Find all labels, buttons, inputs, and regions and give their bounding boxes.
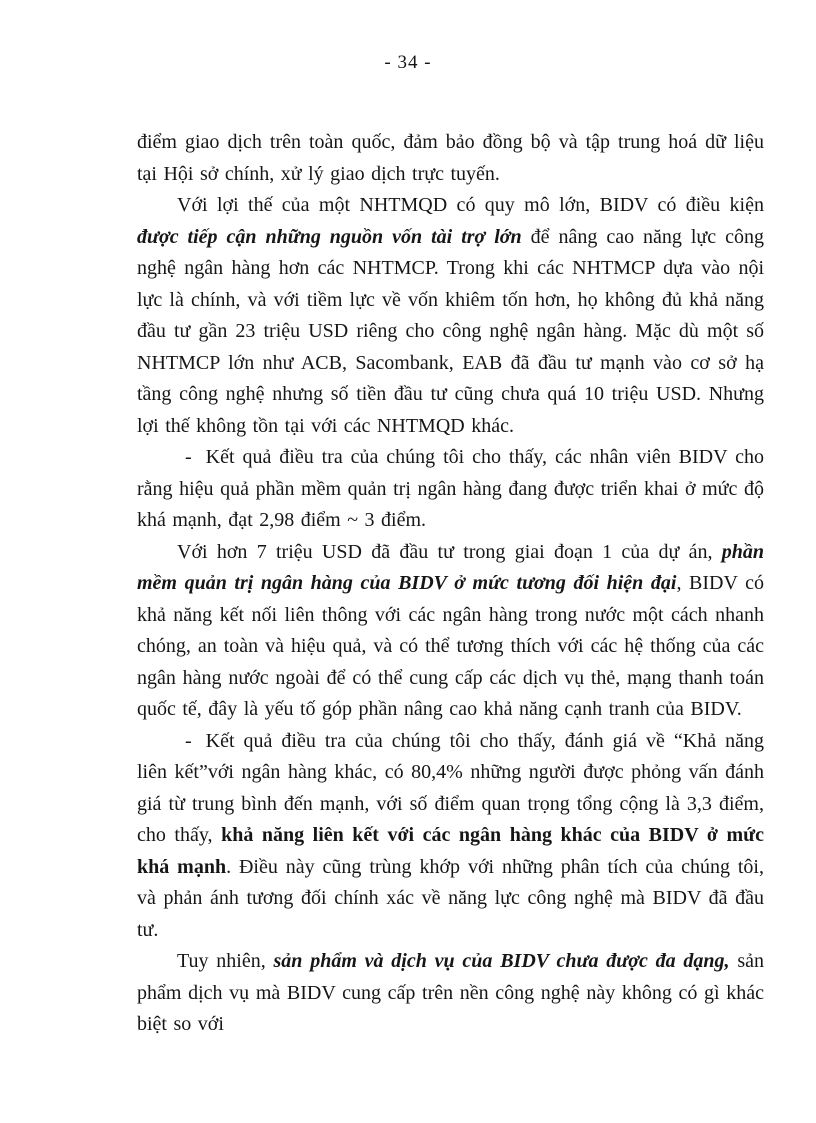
paragraph xyxy=(137,190,764,442)
text-run: sản phẩm và dịch vụ của BIDV chưa được đa dạng, xyxy=(273,950,730,972)
page-number: - 34 - xyxy=(384,52,432,73)
text-run: Kết quả điều tra của chúng tôi cho thấy, các nhân viên BIDV cho rằng hiệu quả phần mềm quản trị ngân hàng đang được triển khai ở mức độ khá mạnh, đạt 2,98 điểm ~ 3 điểm. xyxy=(137,446,764,531)
document-body xyxy=(137,127,764,1041)
text-run: điểm giao dịch trên toàn quốc, đảm bảo đồng bộ và tập trung hoá dữ liệu tại Hội sở chính, xử lý giao dịch trực tuyến. xyxy=(137,131,764,185)
paragraph xyxy=(137,127,764,190)
text-run: được tiếp cận những nguồn vốn tài trợ lớn xyxy=(137,225,522,248)
text-run: khả năng liên kết với các ngân hàng khác của BIDV ở mức khá mạnh xyxy=(137,824,764,878)
paragraph xyxy=(137,537,764,726)
list-dash-marker: - xyxy=(185,729,192,752)
text-run: . Điều này cũng trùng khớp với những phân tích của chúng tôi, và phản ánh tương đối chính xác về năng lực công nghệ mà BIDV đã đầu tư. xyxy=(137,855,764,941)
text-run: phần mềm quản trị ngân hàng của BIDV ở mức tương đối hiện đại xyxy=(137,540,764,594)
list-dash-marker: - xyxy=(185,446,192,468)
text-run: , BIDV có khả năng kết nối liên thông với các ngân hàng trong nước một cách nhanh chóng, an toàn và hiệu quả, và có thể tương thích với các hệ thống của các ngân hàng nước ngoài để có thể cung cấp các dịch vụ thẻ, mạng thanh toán quốc tế, đây là yếu tố góp phần nâng cao khả năng cạnh tranh của BIDV. xyxy=(137,572,764,720)
text-run: Tuy nhiên, xyxy=(177,950,274,972)
text-run: Với lợi thế của một NHTMQD có quy mô lớn, BIDV có điều kiện xyxy=(177,194,764,216)
paragraph xyxy=(137,726,764,947)
paragraph xyxy=(137,946,764,1041)
text-run: Với hơn 7 triệu USD đã đầu tư trong giai đoạn 1 của dự án, xyxy=(177,540,722,563)
paragraph xyxy=(137,442,764,537)
text-run: Kết quả điều tra của chúng tôi cho thấy, đánh giá về “Khả năng liên kết”với ngân hàng khác, có 80,4% những người được phỏng vấn đánh giá từ trung bình đến mạnh, với số điểm quan trọng tổng cộng là 3,3 điểm, cho thấy, xyxy=(137,729,764,846)
text-run: sản phẩm dịch vụ mà BIDV cung cấp trên nền công nghệ này không có gì khác biệt so với xyxy=(137,950,765,1035)
text-run: để nâng cao năng lực công nghệ ngân hàng hơn các NHTMCP. Trong khi các NHTMCP dựa vào nội lực là chính, và với tiềm lực về vốn khiêm tốn hơn, họ không đủ khả năng đầu tư gần 23 triệu USD riêng cho công nghệ ngân hàng. Mặc dù một số NHTMCP lớn như ACB, Sacombank, EAB đã đầu tư mạnh vào cơ sở hạ tầng công nghệ nhưng số tiền đầu tư cũng chưa quá 10 triệu USD. Nhưng lợi thế không tồn tại với các NHTMQD khác. xyxy=(137,225,764,437)
